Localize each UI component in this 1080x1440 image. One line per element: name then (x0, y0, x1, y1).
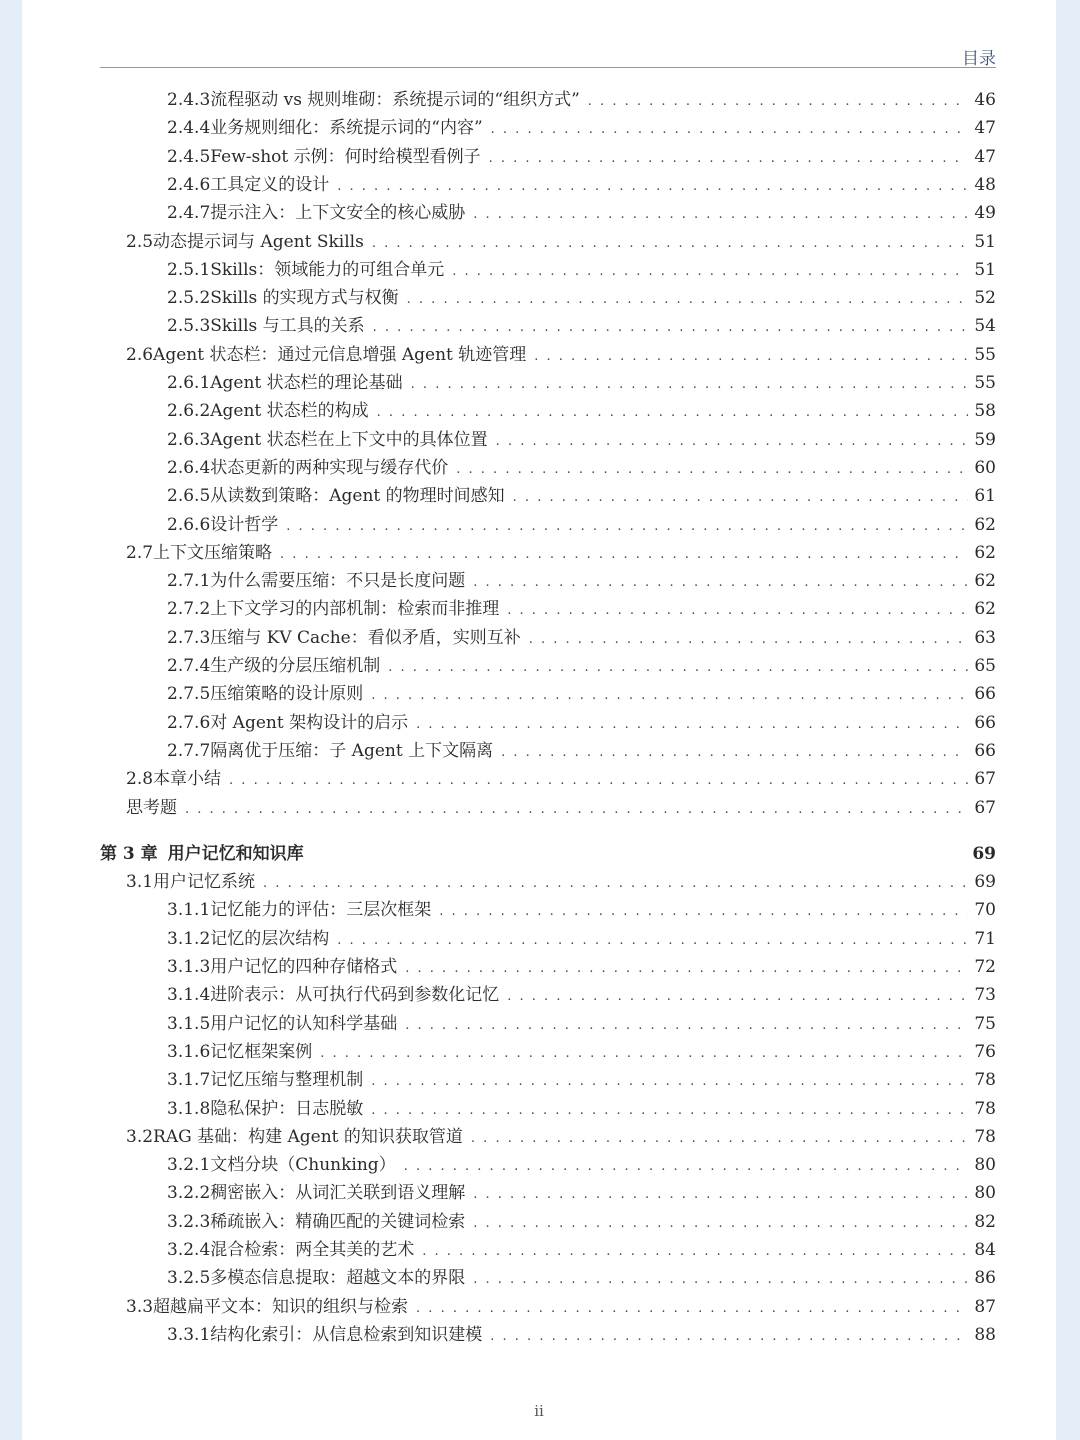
toc-entry[interactable] (167, 595, 996, 623)
toc-entry[interactable] (126, 228, 996, 256)
toc-entry-title: 用户记忆的四种存储格式 (210, 957, 398, 977)
toc-entry-number: 2.4.6 (167, 174, 211, 195)
toc-entry-number: 2.5.1 (167, 259, 211, 280)
toc-entry-page: 60 (974, 457, 996, 478)
toc-dot-leader (452, 258, 968, 286)
toc-entry-title: 记忆的层次结构 (210, 928, 330, 949)
toc-entry-page: 87 (974, 1296, 996, 1317)
toc-entry[interactable] (167, 1321, 996, 1349)
toc-entry-number: 3.1.4 (167, 985, 211, 1006)
toc-entry-title: 多模态信息提取：超越文本的界限 (210, 1268, 466, 1289)
toc-entry-page: 49 (974, 203, 996, 224)
toc-dot-leader (490, 1323, 968, 1351)
toc-entry-title: 记忆框架案例 (210, 1041, 313, 1062)
toc-entry-page: 58 (974, 401, 996, 422)
toc-entry-number: 第 3 章 (100, 843, 158, 864)
toc-entry[interactable] (126, 794, 996, 822)
toc-dot-leader (473, 1266, 968, 1294)
toc-entry-number: 2.7.7 (167, 740, 211, 761)
toc-entry-page: 62 (974, 542, 996, 563)
toc-entry-number: 2.6 (126, 344, 154, 365)
toc-entry[interactable] (126, 341, 996, 369)
toc-entry-page: 66 (974, 712, 996, 733)
toc-entry-page: 61 (974, 486, 996, 507)
toc-entry-page: 54 (974, 316, 996, 337)
toc-entry-page: 67 (974, 797, 996, 818)
toc-entry[interactable] (126, 1123, 996, 1151)
toc-entry-number: 2.4.7 (167, 203, 211, 224)
toc-entry-page: 67 (974, 769, 996, 790)
toc-entry-number: 2.4.3 (167, 90, 211, 110)
toc-entry-title: 压缩策略的设计原则 (210, 684, 364, 705)
toc-entry-title: 上下文学习的内部机制：检索而非推理 (210, 599, 500, 620)
toc-dot-leader (422, 1238, 968, 1266)
toc-entry-page: 73 (974, 985, 996, 1006)
toc-entry-page: 75 (974, 1013, 996, 1034)
toc-entry[interactable] (167, 1264, 996, 1292)
toc-entry-page: 70 (974, 900, 996, 921)
toc-entry-title: 流程驱动 vs 规则堆砌：系统提示词的“组织方式” (210, 90, 580, 110)
toc-entry-number: 3.1.6 (167, 1041, 211, 1062)
toc-entry-number: 3.1.2 (167, 928, 211, 949)
toc-entry-page: 80 (974, 1183, 996, 1204)
toc-entry-number: 3.3 (126, 1296, 154, 1317)
toc-entry-page: 69 (972, 843, 996, 864)
toc-entry[interactable] (167, 624, 996, 652)
toc-entry[interactable] (167, 171, 996, 199)
toc-entry-title: RAG 基础：构建 Agent 的知识获取管道 (153, 1126, 463, 1147)
toc-dot-leader (185, 796, 968, 824)
toc-entry-number: 3.2.4 (167, 1240, 211, 1260)
toc-entry-title: 混合检索：两全其美的艺术 (210, 1240, 415, 1260)
toc-entry-page: 65 (974, 656, 996, 676)
toc-entry-title: 稀疏嵌入：精确匹配的关键词检索 (210, 1211, 466, 1232)
toc-entry-page: 71 (974, 928, 996, 949)
toc-entry-title: 进阶表示：从可执行代码到参数化记忆 (210, 985, 500, 1006)
toc-entry-page: 76 (974, 1041, 996, 1062)
toc-entry-title: 对 Agent 架构设计的启示 (210, 712, 409, 733)
toc-entry[interactable] (167, 1038, 996, 1066)
toc-entry-number: 2.5.2 (167, 288, 211, 309)
toc-entry-page: 69 (974, 872, 996, 893)
toc-entry-title: 本章小结 (153, 769, 222, 790)
toc-entry-page: 55 (974, 344, 996, 365)
toc-entry-page: 47 (974, 146, 996, 167)
toc-entry-title: Skills：领域能力的可组合单元 (210, 259, 445, 280)
toc-entry-number: 2.7.1 (167, 571, 211, 592)
toc-dot-leader (416, 711, 968, 739)
toc-entry[interactable] (167, 1236, 996, 1264)
toc-entry[interactable] (167, 284, 996, 312)
toc-entry-page: 80 (974, 1155, 996, 1176)
toc-entry-title: 上下文压缩策略 (153, 542, 273, 563)
toc-entry[interactable] (167, 1208, 996, 1236)
toc-entry-number: 2.8 (126, 769, 154, 790)
toc-dot-leader (371, 1068, 968, 1096)
toc-entry-number: 2.7.4 (167, 656, 211, 676)
toc-entry-title: 用户记忆系统 (153, 872, 256, 893)
toc-entry-number: 2.7 (126, 542, 154, 563)
toc-entry-page: 46 (974, 90, 996, 110)
toc-entry-number: 3.1.8 (167, 1098, 211, 1119)
toc-entry-number: 2.6.1 (167, 373, 211, 393)
toc-entry-page: 88 (974, 1324, 996, 1345)
toc-entry-title: 用户记忆和知识库 (167, 843, 304, 864)
toc-dot-leader (439, 898, 968, 926)
toc-entry-title: 业务规则细化：系统提示词的“内容” (210, 118, 483, 139)
toc-dot-leader (588, 88, 968, 116)
toc-entry-number: 3.3.1 (167, 1324, 211, 1345)
toc-entry[interactable] (167, 86, 996, 114)
toc-entry[interactable] (167, 953, 996, 981)
toc-entry-number: 3.2.1 (167, 1155, 211, 1176)
toc-entry-number: 2.6.4 (167, 457, 211, 478)
toc-entry-number: 2.4.5 (167, 146, 211, 167)
toc-entry-title: 动态提示词与 Agent Skills (153, 231, 364, 252)
toc-entry-page: 62 (974, 599, 996, 620)
toc-dot-leader (491, 116, 968, 144)
toc-dot-leader (473, 569, 968, 597)
toc-entry-page: 52 (974, 288, 996, 309)
toc-entry-title: Agent 状态栏的理论基础 (210, 373, 403, 393)
toc-entry-title: Agent 状态栏的构成 (210, 401, 369, 422)
toc-entry-number: 2.7.6 (167, 712, 211, 733)
toc-entry-page: 59 (974, 429, 996, 450)
toc-entry-title: 隔离优于压缩：子 Agent 上下文隔离 (210, 740, 494, 761)
toc-entry-number: 2.5.3 (167, 316, 211, 337)
toc-entry-title: 超越扁平文本：知识的组织与检索 (153, 1296, 409, 1317)
toc-dot-leader (405, 955, 968, 983)
toc-entry-page: 86 (974, 1268, 996, 1289)
toc-dot-leader (377, 399, 968, 427)
toc-dot-leader (501, 739, 968, 767)
toc-entry-number: 2.6.2 (167, 401, 211, 422)
document-page (22, 0, 1056, 1440)
toc-entry-title: Skills 与工具的关系 (210, 316, 365, 337)
toc-entry[interactable] (126, 765, 996, 793)
toc-entry-title: 状态更新的两种实现与缓存代价 (210, 457, 449, 478)
toc-entry-title: Agent 状态栏在上下文中的具体位置 (210, 429, 488, 450)
toc-entry-title: 思考题 (126, 797, 177, 818)
toc-entry-title: 用户记忆的认知科学基础 (210, 1013, 398, 1034)
toc-entry[interactable] (167, 652, 996, 680)
toc-entry[interactable] (167, 454, 996, 482)
toc-entry[interactable] (167, 981, 996, 1009)
toc-entry-number: 3.1.3 (167, 957, 211, 977)
toc-entry-number: 2.4.4 (167, 118, 211, 139)
toc-entry-page: 78 (974, 1126, 996, 1147)
toc-dot-leader (373, 314, 968, 342)
toc-entry-page: 48 (974, 174, 996, 195)
toc-entry-page: 62 (974, 571, 996, 592)
toc-entry-number: 2.7.3 (167, 627, 211, 648)
toc-dot-leader (407, 286, 968, 314)
toc-dot-leader (473, 1210, 968, 1238)
toc-dot-leader (473, 1181, 968, 1209)
toc-entry[interactable] (167, 680, 996, 708)
toc-entry[interactable] (167, 426, 996, 454)
toc-dot-leader (286, 513, 968, 541)
header-rule (100, 67, 996, 68)
toc-entry-page: 47 (974, 118, 996, 139)
toc-entry[interactable] (167, 256, 996, 284)
toc-entry[interactable] (126, 539, 996, 567)
toc-dot-leader (507, 597, 968, 625)
toc-entry-title: 工具定义的设计 (210, 174, 330, 195)
toc-dot-leader (411, 371, 968, 399)
toc-entry-number: 2.5 (126, 231, 154, 252)
toc-entry-page: 72 (974, 957, 996, 977)
toc-entry[interactable] (167, 312, 996, 340)
toc-entry-title: 记忆能力的评估：三层次框架 (210, 900, 432, 921)
toc-entry-page: 66 (974, 684, 996, 705)
toc-dot-leader (473, 201, 968, 229)
toc-entry-number: 3.1.7 (167, 1070, 211, 1091)
toc-entry-title: Few-shot 示例：何时给模型看例子 (210, 146, 481, 167)
toc-entry-number: 2.6.3 (167, 429, 211, 450)
toc-entry-title: 稠密嵌入：从词汇关联到语义理解 (210, 1183, 466, 1204)
toc-entry-number: 2.6.6 (167, 514, 211, 535)
toc-entry-title: 为什么需要压缩：不只是长度问题 (210, 571, 466, 592)
toc-entry[interactable] (126, 1293, 996, 1321)
toc-entry-number: 2.6.5 (167, 486, 211, 507)
toc-dot-leader (337, 173, 968, 201)
toc-entry-title: 文档分块（Chunking） (210, 1155, 396, 1176)
toc-dot-leader (337, 927, 968, 955)
toc-entry[interactable] (167, 1179, 996, 1207)
toc-entry-title: 隐私保护：日志脱敏 (210, 1098, 364, 1119)
toc-entry-number: 2.7.5 (167, 684, 211, 705)
toc-entry[interactable] (167, 1095, 996, 1123)
toc-dot-leader (320, 1040, 968, 1068)
toc-dot-leader (280, 541, 968, 569)
toc-entry[interactable] (167, 896, 996, 924)
toc-entry-page: 55 (974, 373, 996, 393)
toc-entry-page: 78 (974, 1098, 996, 1119)
toc-dot-leader (388, 654, 968, 682)
toc-entry[interactable] (167, 511, 996, 539)
toc-entry-number: 3.1 (126, 872, 154, 893)
toc-entry-title: 生产级的分层压缩机制 (210, 656, 381, 676)
toc-dot-leader (263, 870, 968, 898)
toc-dot-leader (529, 626, 968, 654)
toc-dot-leader (489, 145, 968, 173)
toc-dot-leader (471, 1125, 968, 1153)
running-head: 目录 (962, 49, 996, 69)
toc-entry-number: 2.7.2 (167, 599, 211, 620)
toc-entry-page: 62 (974, 514, 996, 535)
toc-entry[interactable] (167, 369, 996, 397)
toc-entry-page: 66 (974, 740, 996, 761)
toc-dot-leader (405, 1012, 968, 1040)
toc-entry[interactable] (167, 1151, 996, 1179)
toc-entry[interactable] (167, 1066, 996, 1094)
toc-dot-leader (507, 983, 968, 1011)
toc-entry-title: Agent 状态栏：通过元信息增强 Agent 轨迹管理 (153, 344, 527, 365)
toc-entry-number: 3.2.5 (167, 1268, 211, 1289)
toc-dot-leader (372, 230, 968, 258)
toc-entry-number: 3.2.3 (167, 1211, 211, 1232)
toc-dot-leader (496, 428, 968, 456)
toc-entry-number: 3.1.1 (167, 900, 211, 921)
toc-entry-number: 3.2 (126, 1126, 154, 1147)
toc-entry[interactable] (126, 868, 996, 896)
toc-dot-leader (371, 1097, 968, 1125)
toc-entry-number: 3.1.5 (167, 1013, 211, 1034)
toc-entry-title: 记忆压缩与整理机制 (210, 1070, 364, 1091)
toc-entry-title: 提示注入：上下文安全的核心威胁 (210, 203, 466, 224)
toc-entry-title: 从读数到策略：Agent 的物理时间感知 (210, 486, 505, 507)
toc-entry-number: 3.2.2 (167, 1183, 211, 1204)
toc-entry[interactable] (167, 397, 996, 425)
toc-entry[interactable] (167, 737, 996, 765)
toc-entry-title: 设计哲学 (210, 514, 279, 535)
toc-entry[interactable] (167, 199, 996, 227)
toc-dot-leader (371, 682, 968, 710)
toc-entry-title: 压缩与 KV Cache：看似矛盾，实则互补 (210, 627, 521, 648)
toc-entry-title: 结构化索引：从信息检索到知识建模 (210, 1324, 483, 1345)
toc-entry-page: 51 (974, 259, 996, 280)
page-number: ii (534, 1402, 544, 1420)
toc-dot-leader (229, 767, 968, 795)
toc-entry-page: 82 (974, 1211, 996, 1232)
toc-chapter-entry[interactable] (100, 840, 996, 868)
toc-entry-page: 51 (974, 231, 996, 252)
toc-entry[interactable] (167, 482, 996, 510)
toc-entry-page: 84 (974, 1240, 996, 1260)
toc-entry[interactable] (167, 114, 996, 142)
toc-entry[interactable] (167, 709, 996, 737)
toc-dot-leader (404, 1153, 968, 1181)
toc-entry[interactable] (167, 143, 996, 171)
toc-entry[interactable] (167, 1010, 996, 1038)
toc-entry-page: 78 (974, 1070, 996, 1091)
toc-dot-leader (513, 484, 968, 512)
toc-entry[interactable] (167, 925, 996, 953)
toc-entry-title: Skills 的实现方式与权衡 (210, 288, 399, 309)
toc-dot-leader (416, 1295, 968, 1323)
toc-entry-page: 63 (974, 627, 996, 648)
toc-entry[interactable] (167, 567, 996, 595)
toc-dot-leader (534, 343, 968, 371)
toc-dot-leader (456, 456, 968, 484)
